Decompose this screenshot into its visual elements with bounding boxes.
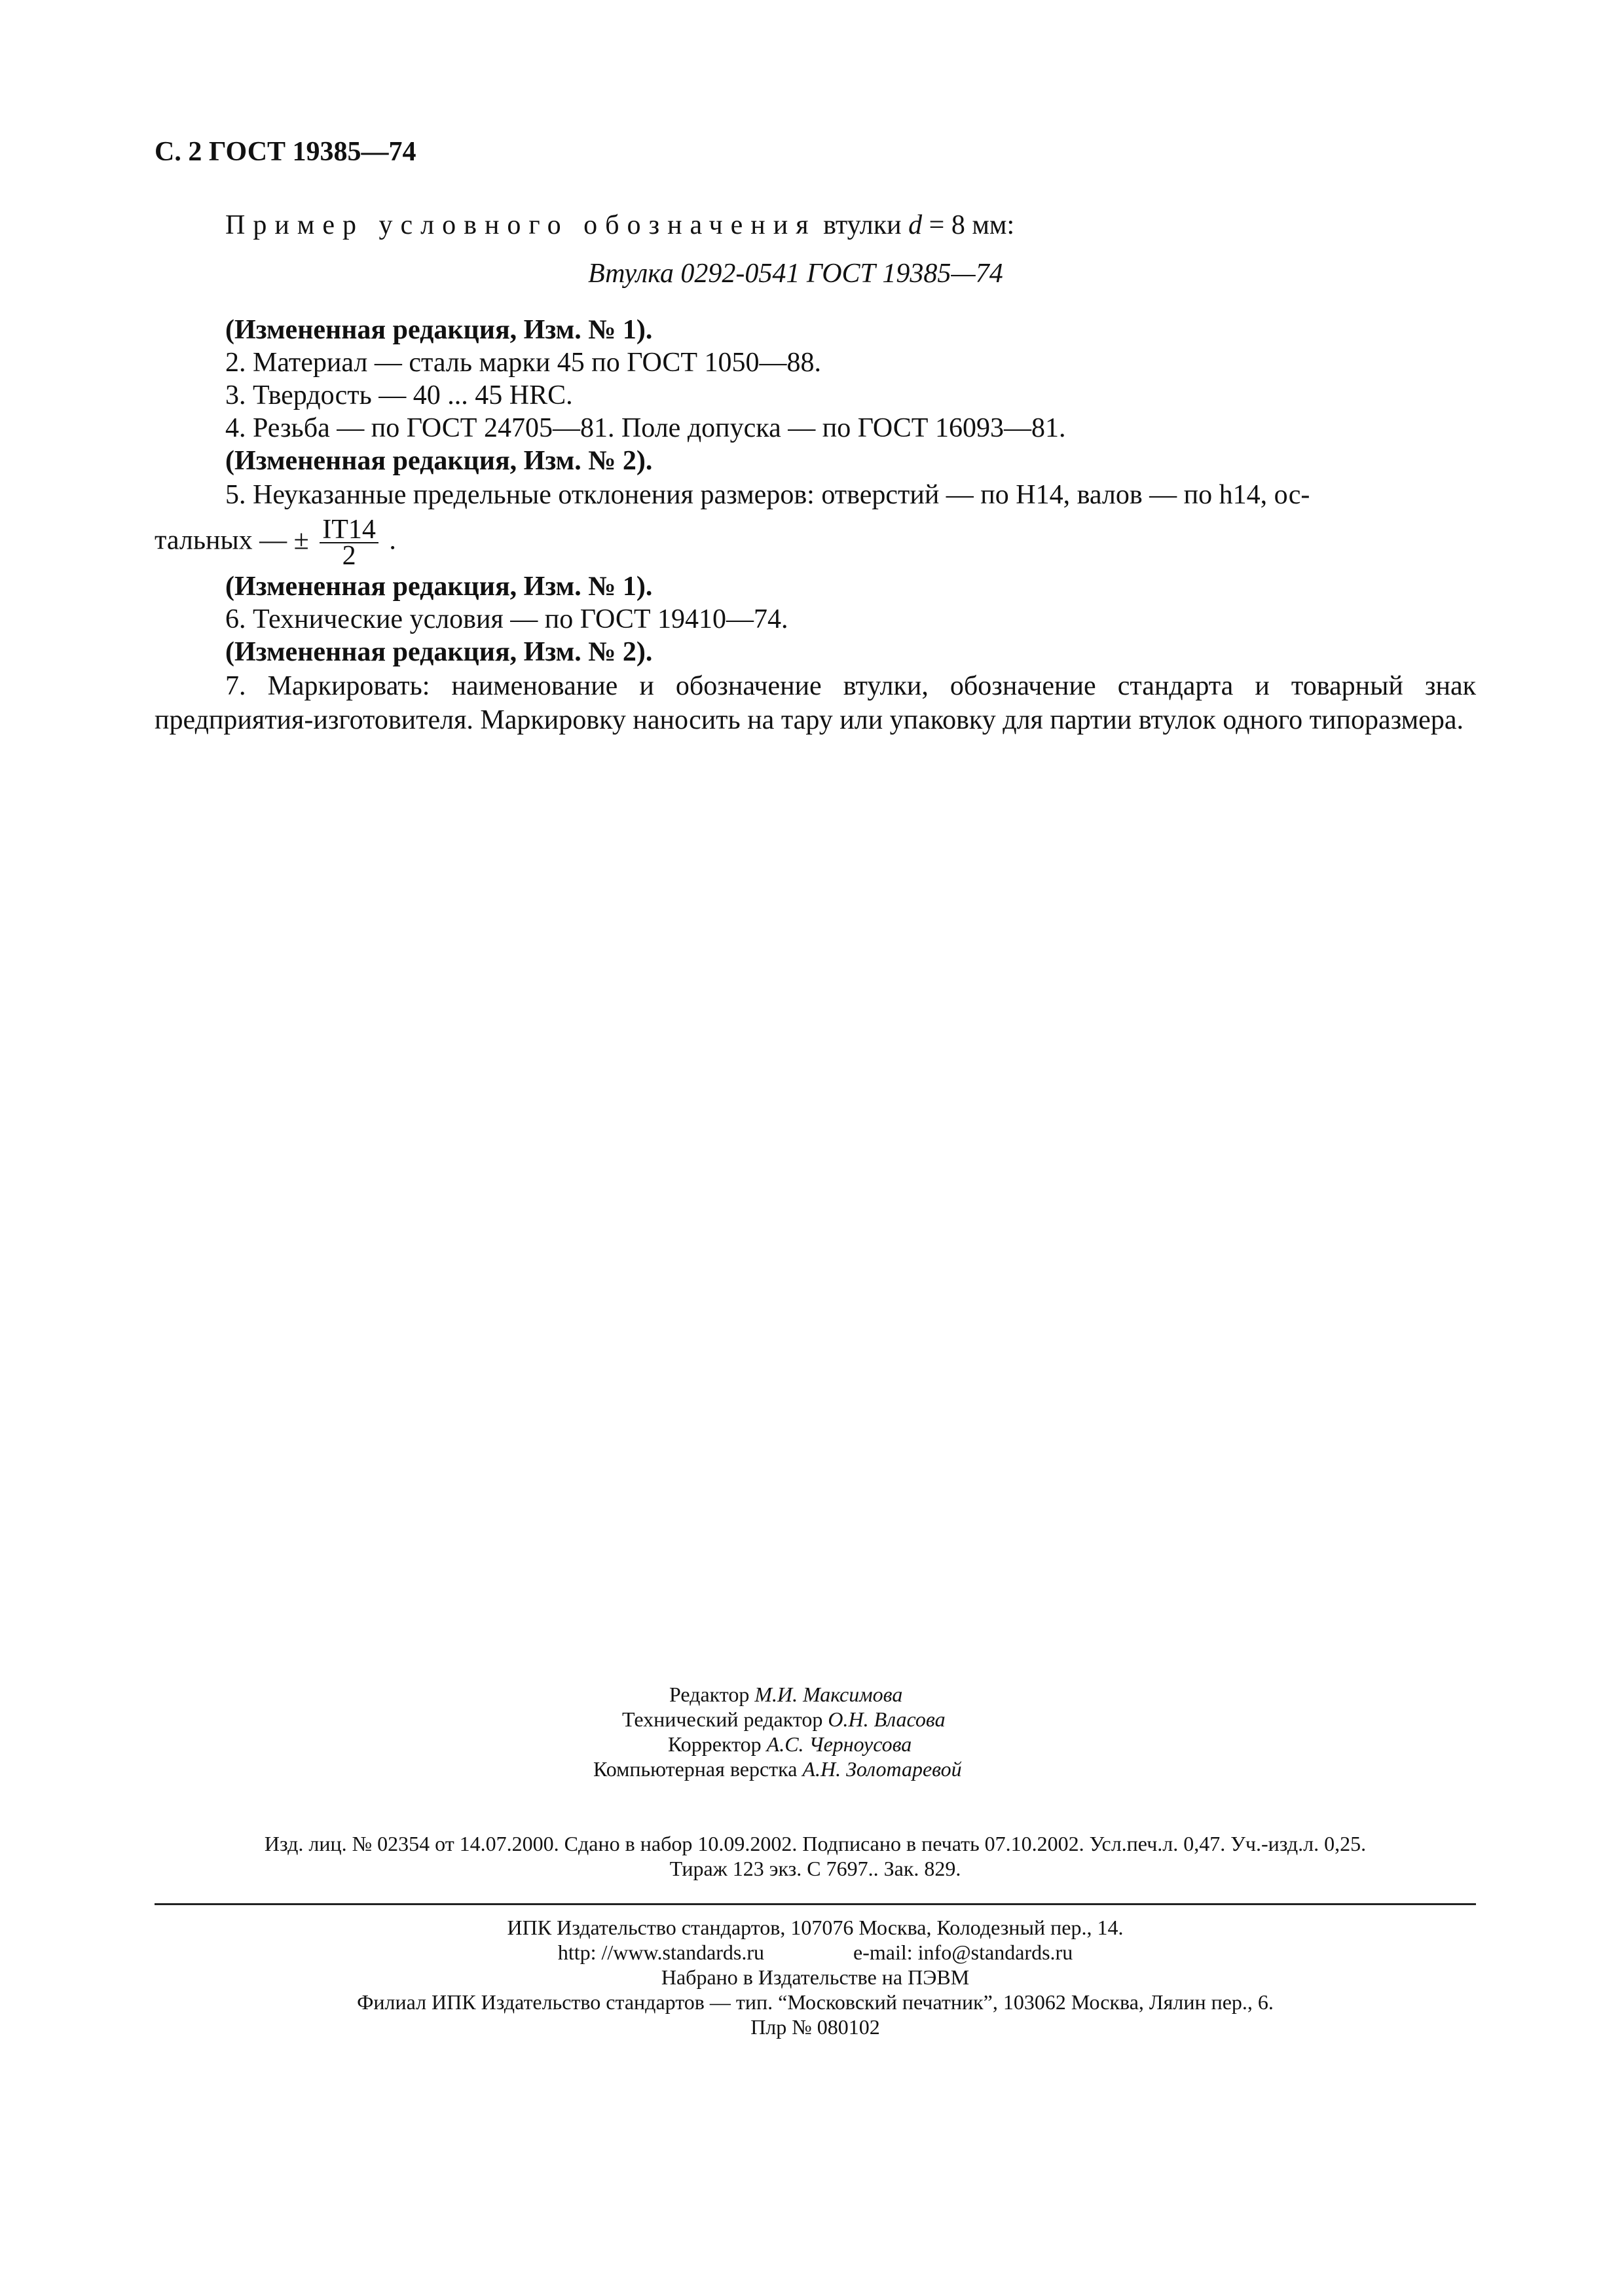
- layout-name: А.Н. Золотаревой: [802, 1757, 962, 1781]
- divider: [155, 1903, 1476, 1905]
- item-material: 2. Материал — сталь марки 45 по ГОСТ 1050—88.: [225, 348, 822, 378]
- imprint-layout: [593, 1756, 962, 1782]
- corrector-label: Корректор: [668, 1732, 762, 1756]
- example-text-before: втулки: [816, 210, 909, 240]
- item-tolerances: 5. Неуказанные предельные отклонения размеров: отверстий — по H14, валов — по h14, ос-: [225, 480, 1310, 510]
- layout-label: Компьютерная верстка: [593, 1757, 798, 1781]
- designation-example-intro: [225, 208, 1014, 242]
- fraction-denominator: 2: [342, 541, 356, 571]
- website: http: //www.standards.ru: [557, 1941, 765, 1964]
- item-specs: 6. Технические условия — по ГОСТ 19410—74.: [225, 604, 788, 634]
- corrector-name: А.С. Черноусова: [766, 1732, 912, 1756]
- imprint-editor: [669, 1681, 902, 1707]
- imprint-publisher: ИПК Издательство стандартов, 107076 Москва, Колодезный пер., 14.: [507, 1916, 1124, 1939]
- imprint-plr: Плр № 080102: [750, 2015, 880, 2039]
- revision-note: (Измененная редакция, Изм. № 1).: [225, 315, 653, 345]
- designation-example: Втулка 0292-0541 ГОСТ 19385—74: [588, 259, 1003, 289]
- page-header: С. 2 ГОСТ 19385—74: [155, 137, 416, 167]
- item-tolerances-cont: [155, 515, 396, 571]
- tech-editor-label: Технический редактор: [622, 1707, 823, 1731]
- imprint-corrector: [668, 1731, 912, 1757]
- tolerance-fraction: [320, 515, 378, 571]
- example-spaced-label: Пример условного обозначения: [225, 210, 817, 240]
- revision-note: (Измененная редакция, Изм. № 1).: [225, 572, 653, 602]
- item-hardness: 3. Твердость — 40 ... 45 HRC.: [225, 380, 573, 410]
- item-thread: 4. Резьба — по ГОСТ 24705—81. Поле допуска — по ГОСТ 16093—81.: [225, 413, 1066, 443]
- email: e-mail: info@standards.ru: [853, 1941, 1073, 1964]
- revision-note: (Измененная редакция, Изм. № 2).: [225, 637, 653, 667]
- imprint-typeset: Набрано в Издательстве на ПЭВМ: [661, 1965, 970, 1989]
- imprint-license: Изд. лиц. № 02354 от 14.07.2000. Сдано в набор 10.09.2002. Подписано в печать 07.10.2002. Усл.печ.л. 0,47. Уч.-изд.л. 0,25.: [264, 1832, 1367, 1855]
- imprint-branch: Филиал ИПК Издательство стандартов — тип. “Московский печатник”, 103062 Москва, Лялин пер., 6.: [357, 1990, 1274, 2014]
- imprint-print-run: Тираж 123 экз. С 7697.. Зак. 829.: [669, 1857, 961, 1880]
- item-marking: 7. Маркировать: наименование и обозначение втулки, обозначение стандарта и товарный знак предприятия-изготовителя. Маркировку наносить на тару или упаковку для партии втулок одного типоразмера.: [155, 671, 1476, 735]
- revision-note: (Измененная редакция, Изм. № 2).: [225, 446, 653, 476]
- editor-name: М.И. Максимова: [754, 1683, 903, 1706]
- editor-label: Редактор: [669, 1683, 750, 1706]
- example-variable: d: [908, 210, 923, 240]
- tech-editor-name: О.Н. Власова: [828, 1707, 946, 1731]
- tolerance-prefix: тальных — ±: [155, 525, 309, 556]
- example-text-after: = 8 мм:: [922, 210, 1015, 240]
- fraction-numerator: IT14: [320, 517, 378, 543]
- imprint-tech-editor: [622, 1706, 946, 1732]
- imprint-contacts: [155, 1939, 1476, 1965]
- tolerance-suffix: .: [389, 525, 396, 556]
